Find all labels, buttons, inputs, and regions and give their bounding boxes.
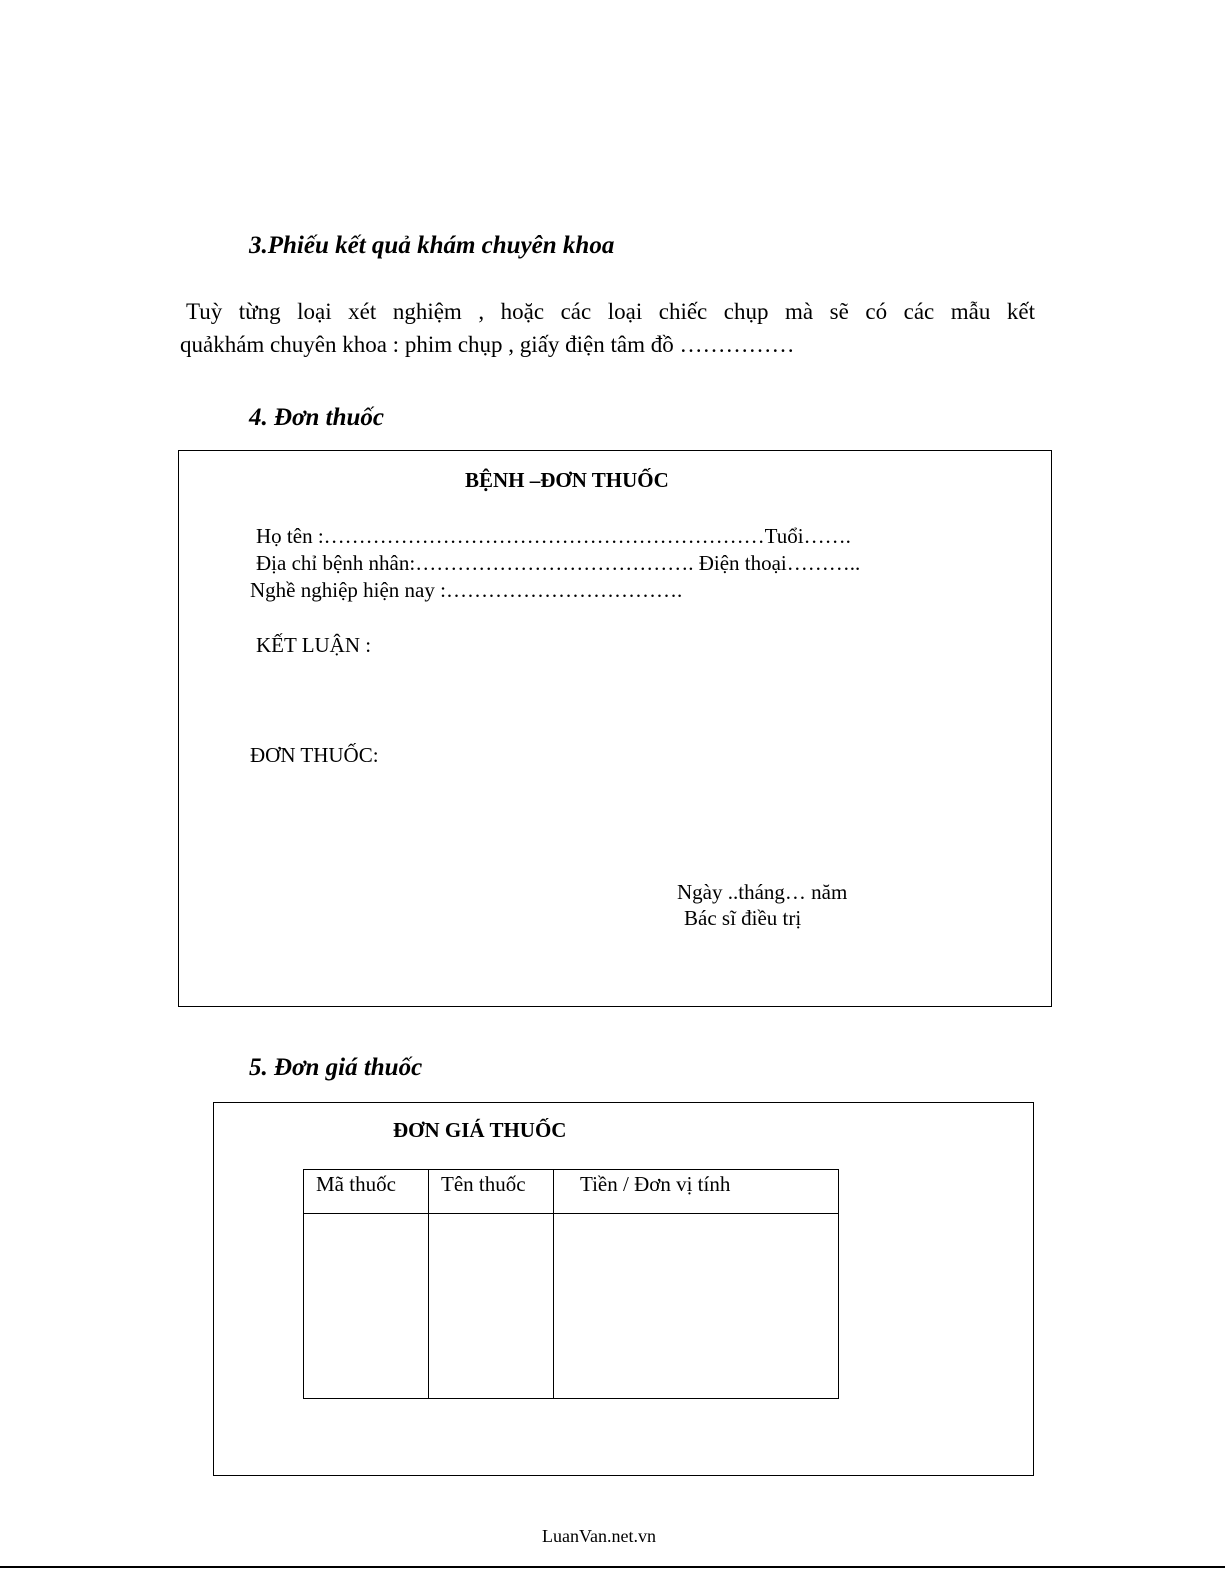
patient-occupation-line: Nghề nghiệp hiện nay :……………………………. bbox=[250, 578, 683, 602]
price-table-header-row bbox=[304, 1170, 839, 1214]
bottom-rule bbox=[0, 1566, 1225, 1568]
patient-name-line: Họ tên :………………………………………………………Tuổi……. bbox=[256, 524, 851, 548]
price-unit-cell bbox=[554, 1214, 839, 1399]
column-header-drug-code: Mã thuốc bbox=[304, 1170, 429, 1214]
section-3-line-2: quảkhám chuyên khoa : phim chụp , giấy điện tâm đồ …………… bbox=[180, 332, 795, 357]
section-3-heading: 3.Phiếu kết quả khám chuyên khoa bbox=[249, 232, 615, 259]
date-line: Ngày ..tháng… năm bbox=[677, 880, 848, 904]
price-form-title: ĐƠN GIÁ THUỐC bbox=[393, 1118, 567, 1142]
patient-address-line: Địa chỉ bệnh nhân:…………………………………. Điện thoại……….. bbox=[256, 551, 861, 575]
prescription-form bbox=[178, 450, 1052, 1007]
prescription-label: ĐƠN THUỐC: bbox=[250, 743, 379, 767]
section-3-paragraph bbox=[180, 295, 1035, 361]
price-table-row bbox=[304, 1214, 839, 1399]
footer-site: LuanVan.net.vn bbox=[542, 1526, 656, 1546]
drug-code-cell bbox=[304, 1214, 429, 1399]
section-5-heading: 5. Đơn giá thuốc bbox=[249, 1054, 423, 1081]
doctor-signature-line: Bác sĩ điều trị bbox=[684, 906, 802, 930]
conclusion-label: KẾT LUẬN : bbox=[256, 633, 372, 657]
prescription-form-title: BỆNH –ĐƠN THUỐC bbox=[465, 468, 669, 492]
column-header-price-unit: Tiền / Đơn vị tính bbox=[554, 1170, 839, 1214]
drug-name-cell bbox=[429, 1214, 554, 1399]
price-table bbox=[303, 1169, 839, 1399]
section-3-line-1: Tuỳ từng loại xét nghiệm , hoặc các loại chiếc chụp mà sẽ có các mẫu kết bbox=[186, 299, 1035, 324]
column-header-drug-name: Tên thuốc bbox=[429, 1170, 554, 1214]
section-4-heading: 4. Đơn thuốc bbox=[249, 404, 384, 431]
price-form bbox=[213, 1102, 1034, 1476]
